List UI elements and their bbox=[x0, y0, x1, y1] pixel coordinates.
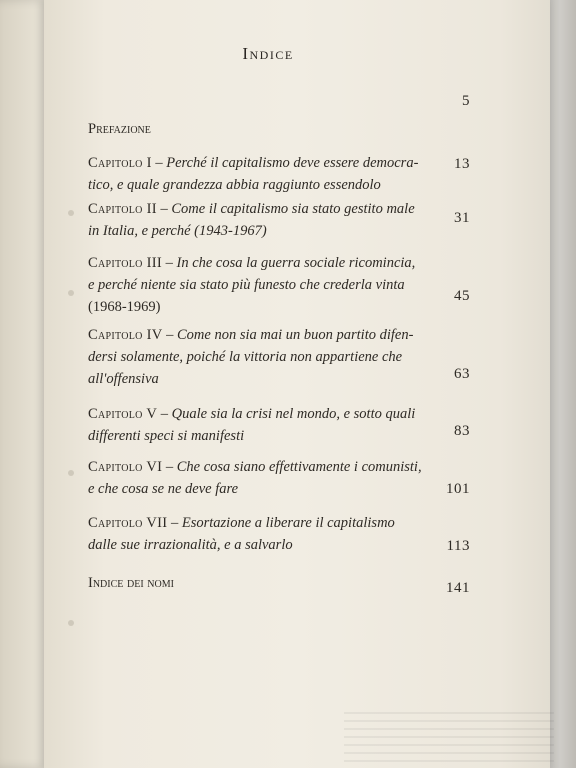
prefazione-page-number: 5 bbox=[462, 93, 470, 109]
chapter-title-line: differenti speci si manifesti bbox=[88, 428, 245, 444]
toc-entry-chapter-7: Capitolo VII – Esortazione a liberare il capitalismo dalle sue irrazionalità, e a salvarlo bbox=[88, 515, 395, 553]
chapter-1-page-number: 13 bbox=[454, 156, 470, 172]
chapter-title-line: Che cosa siano effettivamente i comunisti, bbox=[176, 459, 422, 475]
chapter-3-page-number: 45 bbox=[454, 288, 470, 304]
chapter-4-page-number: 63 bbox=[454, 366, 470, 382]
toc-entry-chapter-5: Capitolo V – Quale sia la crisi nel mondo, e sotto quali differenti speci si manifesti bbox=[88, 406, 416, 444]
chapter-title-line: all'offensiva bbox=[88, 371, 159, 387]
chapter-title-line: dalle sue irrazionalità, e a salvarlo bbox=[88, 537, 293, 553]
binding-hole bbox=[68, 470, 74, 476]
chapter-label: Capitolo VII bbox=[88, 515, 168, 531]
chapter-7-page-number: 113 bbox=[446, 538, 470, 554]
chapter-title-line: e che cosa se ne deve fare bbox=[88, 481, 239, 497]
chapter-title-line: Perché il capitalismo deve essere democra- bbox=[166, 155, 419, 171]
binding-hole bbox=[68, 210, 74, 216]
chapter-label: Capitolo V bbox=[88, 406, 158, 422]
chapter-title-line: Quale sia la crisi nel mondo, e sotto quali bbox=[171, 406, 416, 422]
indice-nomi-label: Indice dei nomi bbox=[88, 575, 174, 591]
binding-hole bbox=[68, 620, 74, 626]
toc-entry-chapter-6: Capitolo VI – Che cosa siano effettivamente i comunisti, e che cosa se ne deve fare bbox=[88, 459, 422, 497]
toc-entry-chapter-2: Capitolo II – Come il capitalismo sia stato gestito male in Italia, e perché (1943-1967) bbox=[88, 201, 415, 239]
chapter-label: Capitolo III bbox=[88, 255, 162, 271]
indice-nomi-page-number: 141 bbox=[446, 580, 470, 596]
toc-entry-chapter-4: Capitolo IV – Come non sia mai un buon partito difen- dersi solamente, poiché la vittoria non appartiene che all'offensiva bbox=[88, 327, 414, 387]
chapter-title-line: in Italia, e perché (1943-1967) bbox=[88, 223, 267, 239]
chapter-title-line: dersi solamente, poiché la vittoria non appartiene che bbox=[88, 349, 403, 365]
toc-entry-chapter-1: Capitolo I – Perché il capitalismo deve essere democra- tico, e quale grandezza abbia raggiunto essendolo bbox=[88, 155, 419, 193]
chapter-title-line: Come il capitalismo sia stato gestito male bbox=[171, 201, 415, 217]
prefazione-label: Prefazione bbox=[88, 121, 151, 137]
chapter-label: Capitolo IV bbox=[88, 327, 163, 343]
chapter-2-page-number: 31 bbox=[454, 210, 470, 226]
page-title: Indice bbox=[242, 44, 294, 63]
show-through-text bbox=[344, 712, 554, 762]
chapter-title-line: e perché niente sia stato più funesto che crederla vinta bbox=[88, 277, 405, 293]
chapter-5-page-number: 83 bbox=[454, 423, 470, 439]
chapter-6-page-number: 101 bbox=[446, 481, 470, 497]
chapter-title-line: Esortazione a liberare il capitalismo bbox=[181, 515, 395, 531]
toc-entry-chapter-3: Capitolo III – In che cosa la guerra sociale ricomincia, e perché niente sia stato più funesto che crederla vinta (1968-1969) bbox=[88, 255, 416, 315]
chapter-title-line: (1968-1969) bbox=[88, 299, 161, 315]
chapter-label: Capitolo I bbox=[88, 155, 152, 171]
chapter-label: Capitolo II bbox=[88, 201, 157, 217]
binding-hole bbox=[68, 290, 74, 296]
chapter-label: Capitolo VI bbox=[88, 459, 163, 475]
chapter-title-line: tico, e quale grandezza abbia raggiunto essendolo bbox=[88, 177, 381, 193]
chapter-title-line: Come non sia mai un buon partito difen- bbox=[177, 327, 414, 343]
chapter-title-line: In che cosa la guerra sociale ricomincia, bbox=[176, 255, 416, 271]
